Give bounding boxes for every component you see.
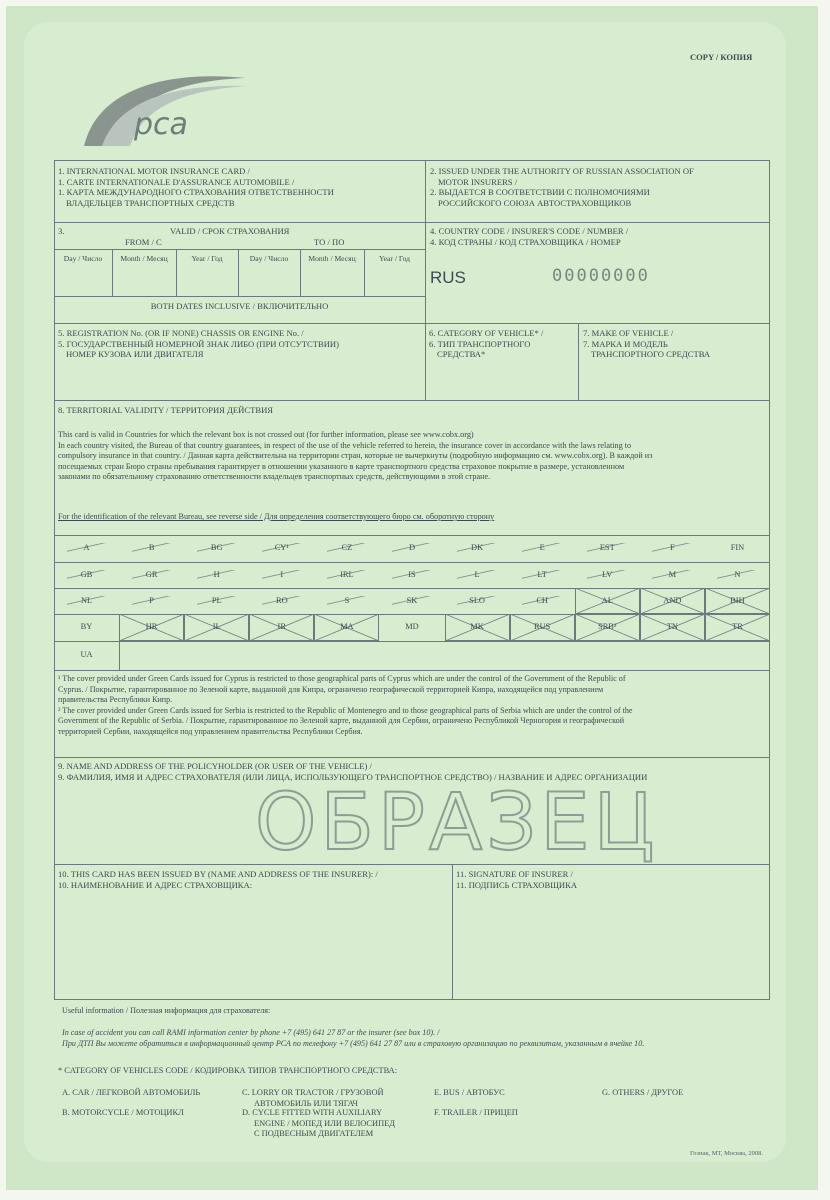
category-e: E. BUS / АВТОБУС [434,1088,505,1097]
logo-text: рса [134,107,188,142]
from-year-label: Year / Год [191,254,223,263]
box5-title: 5. REGISTRATION No. (OR IF NONE) CHASSIS OR ENGINE No. / 5. ГОСУДАРСТВЕННЫЙ НОМЕРНОЙ ЗНАК ЛИБО (ПРИ ОТСУТСТВИИ) НОМЕР КУЗОВА ИЛИ ДВИГАТЕЛЯ [58,328,339,359]
country-code-cell: S [314,596,379,605]
category-c: C. LORRY OR TRACTOR / ГРУЗОВОЙ АВТОМОБИЛЬ ИЛИ ТЯГАЧ [242,1088,384,1108]
country-code-cell: PL [184,596,249,605]
bureau-identification: For the identification of the relevant Bureau, see reverse side / Для определения соответствующего бюро см. оборотную сторону [58,512,495,521]
useful-info-text: In case of accident you can call RAMI information center by phone +7 (495) 641 27 87 or the insurer (see box 10). / При ДТП Вы можете обратиться в информационный центр РСА по телефону +7 (495) 641 27 87 или в страховую организацию по реквизитам, указанным в ячейке 10. [62,1028,645,1048]
country-code-cell: E [510,543,575,552]
country-code-cell: AL [601,595,613,605]
country-code-cell: NL [54,596,119,605]
country-code: RUS [430,268,466,287]
country-code-cell: RO [249,596,314,605]
country-code-cell: SK [379,596,444,605]
category-b: B. MOTORCYCLE / МОТОЦИКЛ [62,1108,184,1117]
country-code-cell: MA [340,622,354,631]
box11-title: 11. SIGNATURE OF INSURER / 11. ПОДПИСЬ СТРАХОВЩИКА [456,869,578,890]
country-code-cell: A [54,543,119,552]
box1-title: 1. INTERNATIONAL MOTOR INSURANCE CARD / 1. CARTE INTERNATIONALE D'ASSURANCE AUTOMOBILE / 1. КАРТА МЕЖДУНАРОДНОГО СТРАХОВАНИЯ ОТВЕТСТВЕННОСТИ ВЛАДЕЛЬЦЕВ ТРАНСПОРТНЫХ СРЕДСТВ [58,166,334,208]
country-code-cell: B [119,543,184,552]
country-code-cell: N [705,570,770,579]
country-code-cell: I [249,570,314,579]
from-day-label: Day / Число [63,254,103,263]
country-code-cell: MK [470,622,484,631]
category-d: D. CYCLE FITTED WITH AUXILIARY ENGINE / МОПЕД ИЛИ ВЕЛОСИПЕД С ПОДВЕСНЫМ ДВИГАТЕЛЕМ [242,1108,395,1138]
country-code-cell: IL [212,622,221,631]
printer-footer: Гознак, МТ, Москва, 2008. [690,1150,763,1157]
country-code-cell: BIH [730,595,745,605]
sample-stamp: ОБРАЗЕЦ [255,778,659,868]
to-label: TO / ПО [314,237,345,247]
country-code-cell: EST [575,543,640,552]
valid-label: VALID / СРОК СТРАХОВАНИЯ [170,226,290,236]
to-month-label: Month / Месяц [308,254,356,263]
country-code-cell: HR [145,622,158,631]
country-code-cell: H [184,570,249,579]
category-a: A. CAR / ЛЕГКОВОЙ АВТОМОБИЛЬ [62,1088,201,1097]
country-code-cell: SLO [445,596,510,605]
country-code-cell: FIN [730,543,745,552]
country-code-cell: F [640,543,705,552]
country-code-cell: M [640,570,705,579]
category-f: F. TRAILER / ПРИЦЕП [434,1108,518,1117]
to-year-label: Year / Год [378,254,411,263]
country-code-cell: LT [510,570,575,579]
from-month-label: Month / Месяц [120,254,168,263]
both-dates-inclusive: BOTH DATES INCLUSIVE / ВКЛЮЧИТЕЛЬНО [150,301,329,311]
country-code-cell: LV [575,570,640,579]
box4-title: 4. COUNTRY CODE / INSURER'S CODE / NUMBER / 4. КОД СТРАНЫ / КОД СТРАХОВЩИКА / НОМЕР [430,226,629,247]
box8-title: 8. TERRITORIAL VALIDITY / ТЕРРИТОРИЯ ДЕЙСТВИЯ [58,405,274,415]
country-code-cell: RUS [533,622,551,631]
box2-title: 2. ISSUED UNDER THE AUTHORITY OF RUSSIAN ASSOCIATION OF MOTOR INSURERS / 2. ВЫДАЕТСЯ В СООТВЕТСТВИИ С ПОЛНОМОЧИЯМИ РОССИЙСКОГО СОЮЗА АВТОСТРАХОВЩИКОВ [430,166,694,208]
box9-title: 9. NAME AND ADDRESS OF THE POLICYHOLDER (OR USER OF THE VEHICLE) / 9. ФАМИЛИЯ, ИМЯ И АДРЕС СТРАХОВАТЕЛЯ (ИЛИ ЛИЦА, ИСПОЛЬЗУЮЩЕГО ТРАНСПОРТНОЕ СРЕДСТВО) / НАЗВАНИЕ И АДРЕС ОРГАНИЗАЦИИ [58,761,648,782]
useful-info-title: Useful information / Полезная информация для страхователя: [62,1006,271,1015]
card-number: 00000000 [552,266,650,286]
country-code-cell: MD [405,622,419,631]
country-code-cell: DK [445,543,510,552]
country-code-cell: BG [184,543,249,552]
copy-label: COPY / КОПИЯ [690,52,753,62]
territorial-text: This card is valid in Countries for which the relevant box is not crossed out (for further information, please see www.cobx.org) In each country visited, the Bureau of that country guarantees, in respect of the use of the vehicle referred to herein, the insurance cover in accordance with the laws relating to compulsory insurance in that country. / Данная карта действительна на территории стран, которые не вычеркнуты (подробную информацию см. www.cobx.org). В каждой из посещаемых стран Бюро страны пребывания гарантирует в отношении указанного в карте транспортного средства страховое покрытие в размере, установленном законами по обязательному страхованию ответственности владельцев транспортных средств, действующими в этой стране. [58,430,653,481]
country-code-cell: IRL [314,570,379,579]
country-code-cell: TR [732,622,743,631]
country-code-cell: L [445,570,510,579]
box3-number: 3. [58,226,65,236]
country-code-cell: CH [510,596,575,605]
country-code-cell: BY [80,622,93,631]
box10-title: 10. THIS CARD HAS BEEN ISSUED BY (NAME AND ADDRESS OF THE INSURER): / 10. НАИМЕНОВАНИЕ И АДРЕС СТРАХОВЩИКА: [58,869,378,890]
country-code-cell: AND [663,595,682,605]
category-g: G. OTHERS / ДРУГОЕ [602,1088,684,1097]
country-code-cell: IS [379,570,444,579]
country-code-cell: D [379,543,444,552]
country-code-cell: GR [119,570,184,579]
country-code-cell: TN [666,622,678,631]
rca-logo [78,68,248,148]
country-code-cell: CY¹ [249,543,314,552]
country-code-cell: IR [277,622,286,631]
country-code-cell: GB [54,570,119,579]
footnotes: ¹ The cover provided under Green Cards issued for Cyprus is restricted to those geographical parts of Cyprus which are under the control of the Government of the Republic of Cyprus. / Покрытие, гарантированное по Зеленой карте, выданной для Кипра, ограничено географической территорией Кипра, находящейся под управлением правительства Республики Кипр. ² The cover provided under Green Cards issued for Serbia is restricted to the Republic of Montenegro and to those geographical parts of Serbia which are under the control of the Government of the Republic of Serbia. / Покрытие, гарантированное по Зеленой карте, выданной для Сербии, ограничено Республикой Черногория и географической территорией Сербии, находящейся под управлением правительства Республики Сербия. [58,674,633,736]
to-day-label: Day / Число [249,254,289,263]
country-code-cell: UA [80,650,93,659]
country-code-cell: SRB² [598,622,617,631]
box7-title: 7. MAKE OF VEHICLE / 7. МАРКА И МОДЕЛЬ ТРАНСПОРТНОГО СРЕДСТВА [583,328,711,359]
category-title: * CATEGORY OF VEHICLES CODE / КОДИРОВКА ТИПОВ ТРАНСПОРТНОГО СРЕДСТВА: [58,1066,398,1075]
box6-title: 6. CATEGORY OF VEHICLE* / 6. ТИП ТРАНСПОРТНОГО СРЕДСТВА* [429,328,544,359]
country-code-cell: P [119,596,184,605]
country-code-cell: CZ [314,543,379,552]
from-label: FROM / C [125,237,162,247]
